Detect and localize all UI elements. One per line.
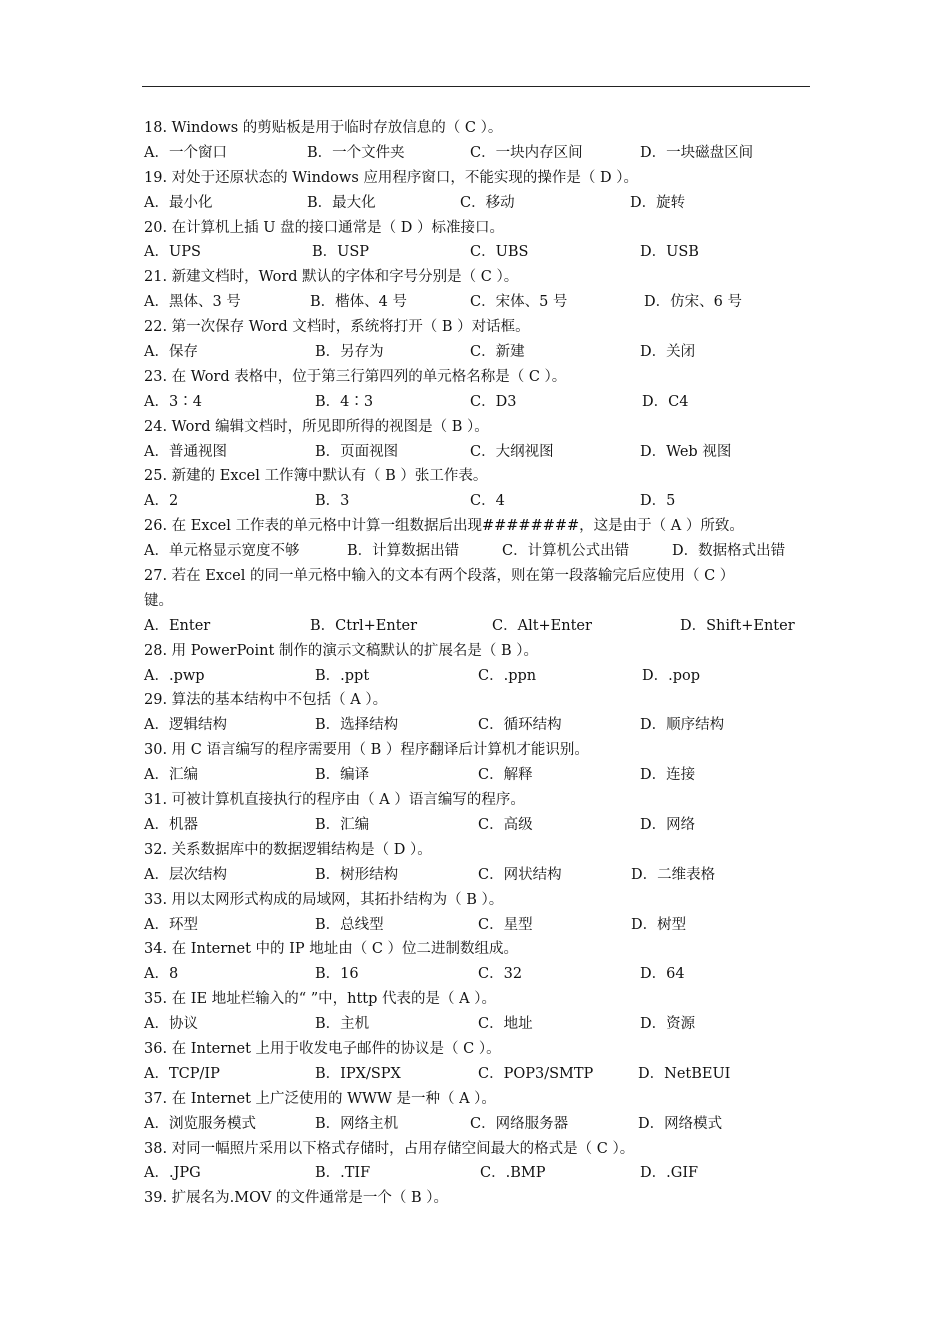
option-q23-c: C．D3 — [470, 393, 517, 410]
option-q32-a: A．层次结构 — [144, 866, 227, 883]
question-list — [144, 116, 812, 1211]
option-q27-b: B．Ctrl+Enter — [310, 617, 418, 634]
option-q38-c: C．.BMP — [480, 1165, 546, 1182]
options-row-q33 — [144, 913, 812, 938]
question-stem-q35: 35. 在 IE 地址栏输入的“ ”中，http 代表的是（ A ）。 — [144, 991, 496, 1008]
options-row-q30 — [144, 763, 812, 788]
option-q18-b: B．一个文件夹 — [307, 144, 405, 161]
option-q28-b: B．.ppt — [315, 667, 370, 684]
option-q22-d: D．关闭 — [640, 344, 696, 361]
option-q25-c: C．4 — [470, 493, 505, 510]
question-stem-q27: 27. 若在 Excel 的同一单元格中输入的文本有两个段落，则在第一段落输完后应使用（ C ） — [144, 568, 735, 585]
option-q28-c: C．.ppn — [478, 667, 537, 684]
option-q35-a: A．协议 — [144, 1016, 198, 1033]
option-q31-d: D．网络 — [640, 816, 696, 833]
option-q20-a: A．UPS — [144, 244, 201, 261]
option-q20-d: D．USB — [640, 244, 699, 261]
option-q25-d: D．5 — [640, 493, 676, 510]
question-stem-q31: 31. 可被计算机直接执行的程序由（ A ）语言编写的程序。 — [144, 792, 525, 809]
options-row-q18 — [144, 141, 812, 166]
options-row-q31 — [144, 813, 812, 838]
question-stem-q19: 19. 对处于还原状态的 Windows 应用程序窗口，不能实现的操作是（ D ）。 — [144, 169, 638, 186]
question-stem-q29: 29. 算法的基本结构中不包括（ A ）。 — [144, 692, 388, 709]
question-stem-q37: 37. 在 Internet 上广泛使用的 WWW 是一种（ A ）。 — [144, 1090, 496, 1107]
option-q19-a: A．最小化 — [144, 194, 213, 211]
option-q37-c: C．网络服务器 — [470, 1115, 569, 1132]
option-q21-c: C．宋体、5 号 — [470, 294, 568, 311]
options-row-q22 — [144, 340, 812, 365]
option-q33-b: B．总线型 — [315, 916, 384, 933]
option-q26-c: C．计算机公式出错 — [502, 543, 630, 560]
option-q24-d: D．Web 视图 — [640, 443, 732, 460]
question-stem-q24: 24. Word 编辑文档时，所见即所得的视图是（ B ）。 — [144, 418, 489, 435]
option-q27-d: D．Shift+Enter — [680, 617, 795, 634]
options-row-q32 — [144, 863, 812, 888]
option-q31-b: B．汇编 — [315, 816, 370, 833]
options-row-q34 — [144, 962, 812, 987]
option-q26-a: A．单元格显示宽度不够 — [144, 543, 300, 560]
option-q34-c: C．32 — [478, 966, 523, 983]
option-q18-c: C．一块内存区间 — [470, 144, 583, 161]
option-q22-b: B．另存为 — [315, 344, 384, 361]
option-q30-c: C．解释 — [478, 767, 533, 784]
option-q32-b: B．树形结构 — [315, 866, 399, 883]
option-q29-d: D．顺序结构 — [640, 717, 725, 734]
question-stem-q33: 33. 用以太网形式构成的局域网，其拓扑结构为（ B ）。 — [144, 891, 504, 908]
option-q31-a: A．机器 — [144, 816, 198, 833]
option-q32-d: D．二维表格 — [631, 866, 716, 883]
option-q19-c: C．移动 — [460, 194, 515, 211]
options-row-q25 — [144, 489, 812, 514]
option-q20-c: C．UBS — [470, 244, 529, 261]
option-q21-d: D．仿宋、6 号 — [644, 294, 742, 311]
question-stem-q18: 18. Windows 的剪贴板是用于临时存放信息的（ C ）。 — [144, 120, 503, 136]
option-q33-a: A．环型 — [144, 916, 198, 933]
question-stem-q30: 30. 用 C 语言编写的程序需要用（ B ）程序翻译后计算机才能识别。 — [144, 742, 589, 759]
option-q27-a: A．Enter — [144, 617, 211, 634]
option-q35-c: C．地址 — [478, 1016, 533, 1033]
options-row-q20 — [144, 240, 812, 265]
question-stem-continued-q27: 键。 — [144, 592, 173, 609]
option-q34-b: B．16 — [315, 966, 359, 983]
options-row-q28 — [144, 664, 812, 689]
options-row-q19 — [144, 191, 812, 216]
question-stem-q23: 23. 在 Word 表格中，位于第三行第四列的单元格名称是（ C ）。 — [144, 368, 567, 385]
option-q38-d: D．.GIF — [640, 1165, 699, 1182]
option-q36-b: B．IPX/SPX — [315, 1065, 401, 1082]
option-q22-a: A．保存 — [144, 344, 198, 361]
option-q26-b: B．计算数据出错 — [347, 543, 460, 560]
option-q38-a: A．.JPG — [144, 1165, 201, 1182]
option-q36-c: C．POP3/SMTP — [478, 1065, 594, 1082]
options-row-q36 — [144, 1062, 812, 1087]
option-q23-a: A．3∶4 — [144, 393, 202, 410]
options-row-q29 — [144, 713, 812, 738]
option-q29-c: C．循环结构 — [478, 717, 562, 734]
option-q19-d: D．旋转 — [630, 194, 686, 211]
option-q30-a: A．汇编 — [144, 767, 198, 784]
option-q27-c: C．Alt+Enter — [492, 617, 592, 634]
option-q35-b: B．主机 — [315, 1016, 370, 1033]
option-q33-d: D．树型 — [631, 916, 687, 933]
option-q35-d: D．资源 — [640, 1016, 696, 1033]
option-q25-a: A．2 — [144, 493, 179, 510]
option-q30-d: D．连接 — [640, 767, 696, 784]
question-stem-q20: 20. 在计算机上插 U 盘的接口通常是（ D ）标准接口。 — [144, 219, 504, 236]
option-q38-b: B．.TIF — [315, 1165, 371, 1182]
option-q19-b: B．最大化 — [307, 194, 376, 211]
question-stem-q32: 32. 关系数据库中的数据逻辑结构是（ D ）。 — [144, 841, 432, 858]
question-stem-q22: 22. 第一次保存 Word 文档时，系统将打开（ B ）对话框。 — [144, 319, 530, 336]
option-q20-b: B．USP — [312, 244, 370, 261]
question-stem-q25: 25. 新建的 Excel 工作簿中默认有（ B ）张工作表。 — [144, 468, 488, 485]
question-stem-q28: 28. 用 PowerPoint 制作的演示文稿默认的扩展名是（ B ）。 — [144, 642, 539, 659]
option-q37-b: B．网络主机 — [315, 1115, 399, 1132]
option-q26-d: D．数据格式出错 — [672, 543, 786, 560]
option-q22-c: C．新建 — [470, 344, 525, 361]
options-row-q35 — [144, 1012, 812, 1037]
option-q29-a: A．逻辑结构 — [144, 717, 227, 734]
header-rule — [142, 86, 810, 87]
option-q24-c: C．大纲视图 — [470, 443, 554, 460]
option-q33-c: C．星型 — [478, 916, 533, 933]
question-stem-q36: 36. 在 Internet 上用于收发电子邮件的协议是（ C ）。 — [144, 1040, 501, 1057]
question-stem-q34: 34. 在 Internet 中的 IP 地址由（ C ）位二进制数组成。 — [144, 941, 519, 958]
question-stem-q39: 39. 扩展名为.MOV 的文件通常是一个（ B ）。 — [144, 1190, 448, 1207]
option-q25-b: B．3 — [315, 493, 350, 510]
options-row-q26 — [144, 539, 812, 564]
option-q18-d: D．一块磁盘区间 — [640, 144, 754, 161]
option-q37-d: D．网络模式 — [638, 1115, 723, 1132]
option-q36-a: A．TCP/IP — [144, 1065, 220, 1082]
option-q21-a: A．黑体、3 号 — [144, 294, 241, 311]
options-row-q21 — [144, 290, 812, 315]
option-q30-b: B．编译 — [315, 767, 370, 784]
option-q37-a: A．浏览服务模式 — [144, 1115, 256, 1132]
option-q36-d: D．NetBEUI — [638, 1065, 731, 1082]
options-row-q38 — [144, 1161, 812, 1186]
option-q32-c: C．网状结构 — [478, 866, 562, 883]
option-q34-d: D．64 — [640, 966, 685, 983]
question-stem-q38: 38. 对同一幅照片采用以下格式存储时，占用存储空间最大的格式是（ C ）。 — [144, 1140, 635, 1157]
question-stem-q26: 26. 在 Excel 工作表的单元格中计算一组数据后出现########，这是由于（ A ）所致。 — [144, 518, 744, 535]
option-q21-b: B．楷体、4 号 — [310, 294, 407, 311]
option-q23-b: B．4∶3 — [315, 393, 374, 410]
options-row-q24 — [144, 440, 812, 465]
option-q34-a: A．8 — [144, 966, 179, 983]
options-row-q37 — [144, 1112, 812, 1137]
option-q28-a: A．.pwp — [144, 667, 205, 684]
options-row-q27 — [144, 614, 812, 639]
options-row-q23 — [144, 390, 812, 415]
option-q24-b: B．页面视图 — [315, 443, 399, 460]
option-q23-d: D．C4 — [642, 393, 689, 410]
option-q18-a: A．一个窗口 — [144, 144, 227, 161]
question-stem-q21: 21. 新建文档时，Word 默认的字体和字号分别是（ C ）。 — [144, 269, 519, 286]
option-q29-b: B．选择结构 — [315, 717, 399, 734]
option-q28-d: D．.pop — [642, 667, 701, 684]
option-q31-c: C．高级 — [478, 816, 533, 833]
option-q24-a: A．普通视图 — [144, 443, 227, 460]
